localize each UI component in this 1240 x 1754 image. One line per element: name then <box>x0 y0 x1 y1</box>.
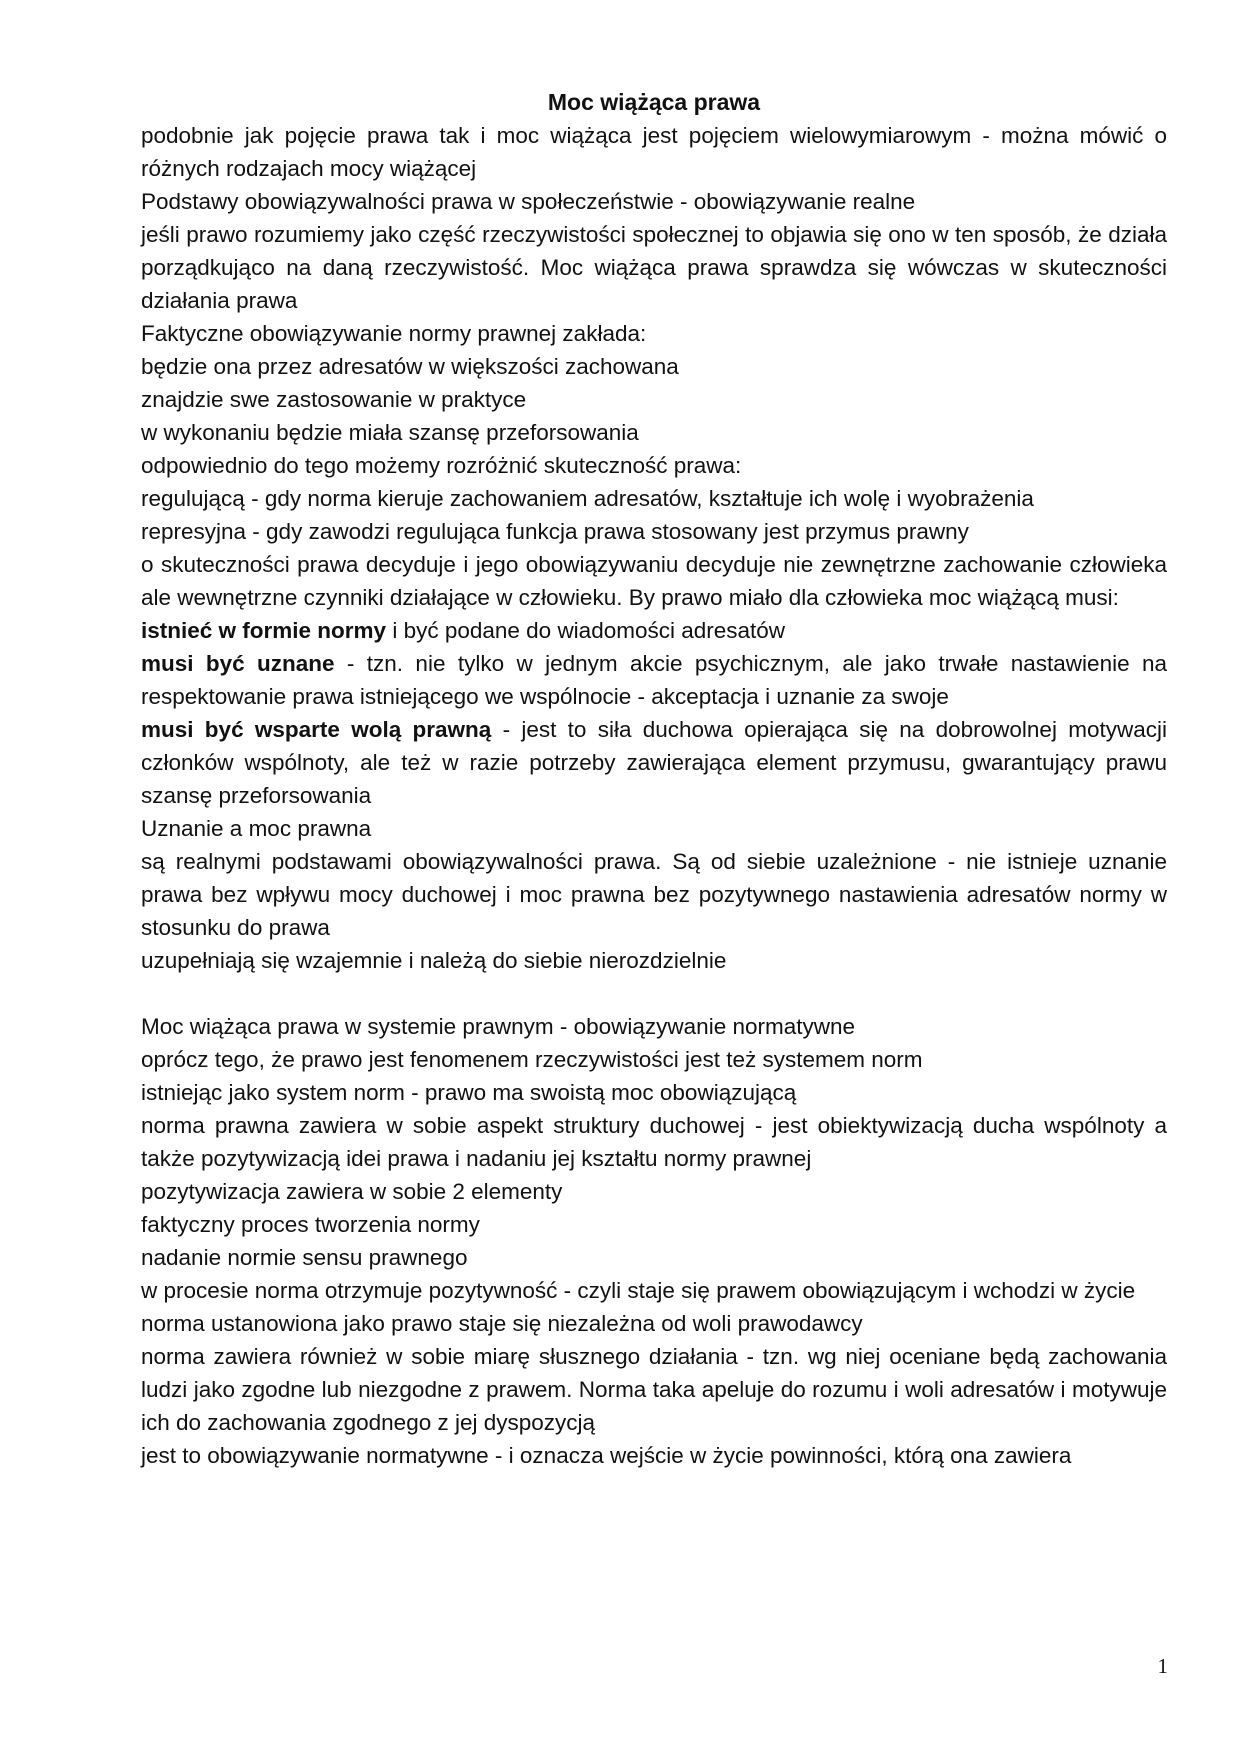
section-heading: Uznanie a moc prawna <box>141 816 372 841</box>
list-item: w wykonaniu będzie miała szansę przeforsowania <box>141 420 639 445</box>
bold-term: musi być wsparte wolą prawną <box>141 717 492 742</box>
paragraph: pozytywizacja zawiera w sobie 2 elementy <box>141 1179 563 1204</box>
page-number: 1 <box>1157 1654 1168 1678</box>
list-item: będzie ona przez adresatów w większości zachowana <box>141 354 679 379</box>
paragraph: norma prawna zawiera w sobie aspekt struktury duchowej - jest obiektywizacją ducha wspólnoty a także pozytywizacją idei prawa i nadaniu jej kształtu normy prawnej <box>141 1113 1167 1171</box>
list-item <box>141 647 1167 713</box>
list-item <box>141 713 1167 812</box>
bold-term: musi być uznane <box>141 651 335 676</box>
section-heading: Moc wiążąca prawa w systemie prawnym - obowiązywanie normatywne <box>141 1014 856 1039</box>
paragraph: norma ustanowiona jako prawo staje się niezależna od woli prawodawcy <box>141 1311 863 1336</box>
list-item-text: - jest to siła duchowa opierająca się na dobrowolnej motywacji członków wspólnoty, ale też w razie potrzeby zawierająca element przymusu, gwarantujący prawu szansę przeforsowania <box>141 717 1168 808</box>
list-item-text: - tzn. nie tylko w jednym akcie psychicznym, ale jako trwałe nastawienie na respektowanie prawa istniejącego we wspólnocie - akceptacja i uznanie za swoje <box>141 651 1167 709</box>
paragraph: podobnie jak pojęcie prawa tak i moc wiążąca jest pojęciem wielowymiarowym - można mówić o różnych rodzajach mocy wiążącej <box>141 123 1167 181</box>
list-item: nadanie normie sensu prawnego <box>141 1245 468 1270</box>
paragraph: są realnymi podstawami obowiązywalności prawa. Są od siebie uzależnione - nie istnieje uznanie prawa bez wpływu mocy duchowej i moc prawna bez pozytywnego nastawienia adresatów normy w stosunku do prawa <box>141 849 1167 940</box>
paragraph: o skuteczności prawa decyduje i jego obowiązywaniu decyduje nie zewnętrzne zachowanie człowieka ale wewnętrzne czynniki działające w człowieku. By prawo miało dla człowieka moc wiążącą musi: <box>141 552 1167 610</box>
list-item: znajdzie swe zastosowanie w praktyce <box>141 387 527 412</box>
section-heading: Podstawy obowiązywalności prawa w społeczeństwie - obowiązywanie realne <box>141 189 916 214</box>
list-item-text: i być podane do wiadomości adresatów <box>386 618 786 643</box>
blank-line <box>141 977 1167 1010</box>
list-item: represyjna - gdy zawodzi regulująca funkcja prawa stosowany jest przymus prawny <box>141 519 969 544</box>
list-item: faktyczny proces tworzenia normy <box>141 1212 480 1237</box>
paragraph: istniejąc jako system norm - prawo ma swoistą moc obowiązującą <box>141 1080 797 1105</box>
list-item: regulującą - gdy norma kieruje zachowaniem adresatów, kształtuje ich wolę i wyobrażenia <box>141 486 1034 511</box>
paragraph: Faktyczne obowiązywanie normy prawnej zakłada: <box>141 321 647 346</box>
paragraph: odpowiednio do tego możemy rozróżnić skuteczność prawa: <box>141 453 742 478</box>
paragraph: uzupełniają się wzajemnie i należą do siebie nierozdzielnie <box>141 948 727 973</box>
paragraph: jest to obowiązywanie normatywne - i oznacza wejście w życie powinności, którą ona zawiera <box>141 1443 1072 1468</box>
paragraph: jeśli prawo rozumiemy jako część rzeczywistości społecznej to objawia się ono w ten sposób, że działa porządkująco na daną rzeczywistość. Moc wiążąca prawa sprawdza się wówczas w skuteczności działania prawa <box>141 222 1167 313</box>
paragraph: w procesie norma otrzymuje pozytywność - czyli staje się prawem obowiązującym i wchodzi w życie <box>141 1278 1136 1303</box>
bold-term: istnieć w formie normy <box>141 618 387 643</box>
document-title: Moc wiążąca prawa <box>547 89 761 115</box>
list-item <box>141 614 1167 647</box>
paragraph: norma zawiera również w sobie miarę słusznego działania - tzn. wg niej oceniane będą zachowania ludzi jako zgodne lub niezgodne z prawem. Norma taka apeluje do rozumu i woli adresatów i motywuje ich do zachowania zgodnego z jej dyspozycją <box>141 1344 1167 1435</box>
paragraph: oprócz tego, że prawo jest fenomenem rzeczywistości jest też systemem norm <box>141 1047 923 1072</box>
document-body <box>141 86 1167 1472</box>
